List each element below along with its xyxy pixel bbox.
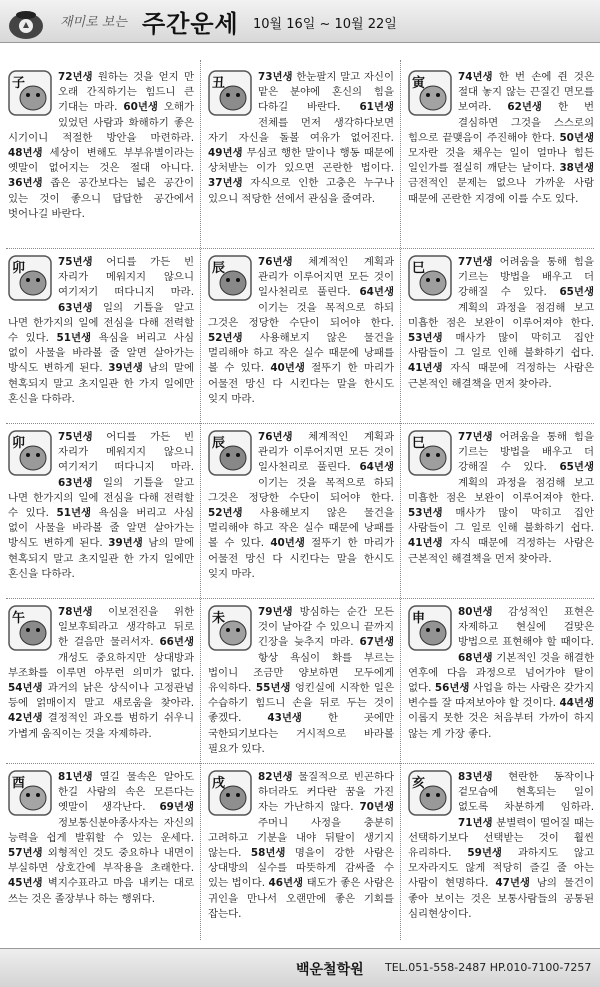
birth-year: 47년생 xyxy=(495,877,530,890)
birth-year: 57년생 xyxy=(8,847,43,860)
fortune-sentence: 자식 때문에 걱정하는 사람은 근본적인 해결책을 먼저 찾아라. xyxy=(408,362,594,390)
fortune-text xyxy=(408,770,594,922)
fortune-sentence: 좁은 공간보다는 넓은 공간이 있는 것이 좋으니 답답한 공간에서 벗어나길 바란다. xyxy=(8,177,194,220)
birth-year: 83년생 xyxy=(458,771,493,783)
fortune-sentence: 어려움을 통해 힘을 기르는 방법을 배우고 더 강해질 수 있다. xyxy=(458,256,594,299)
fortune-sentence: 세상이 변해도 부부유별이라는 옛말이 없어지는 것은 절대 아니다. xyxy=(8,147,194,175)
birth-year: 56년생 xyxy=(434,682,470,695)
fortune-text xyxy=(208,430,394,582)
birth-year: 61년생 xyxy=(359,101,394,114)
fortune-sentence: 오해가 있었던 사람과 화해하기 좋은 시기이니 적절한 방안을 마련하라. xyxy=(8,101,194,144)
zodiac-char-label: 卯 xyxy=(12,436,26,451)
header-bar xyxy=(0,0,600,43)
fortune-sentence: 매사가 많이 막히고 집안 사람들이 그 일로 인해 불화하기 쉽다. xyxy=(408,507,594,535)
zodiac-animal-icon xyxy=(208,770,252,816)
fortune-sentence: 현란한 동작이나 겉모습에 현혹되는 일이 없도록 차분하게 임하라. xyxy=(458,771,594,814)
fortune-sentence: 분별력이 떨어질 때는 선택하기보다 선택받는 것이 훨씬 유리하다. xyxy=(408,816,594,860)
row-divider xyxy=(6,763,594,764)
zodiac-char-label: 辰 xyxy=(212,436,226,451)
fortune-cell xyxy=(8,70,194,222)
fortune-cell xyxy=(208,770,394,922)
birth-year: 73년생 xyxy=(258,71,293,83)
zodiac-animal-icon xyxy=(408,255,452,301)
fortune-sentence: 이기는 것을 목적으로 하되 그것은 정당한 수단이 되어야 한다. xyxy=(208,301,394,329)
birth-year: 79년생 xyxy=(258,606,293,618)
birth-year: 39년생 xyxy=(108,537,143,550)
fortune-sentence: 주머니 사정을 충분히 고려하고 기분을 내야 뒤탈이 생기지 않는다. xyxy=(208,816,394,860)
fortune-sentence: 남의 말에 현혹되지 말고 초지일관 한 가지 일에만 혼신을 다하라. xyxy=(8,362,194,405)
column-divider xyxy=(400,60,401,940)
birth-year: 51년생 xyxy=(56,332,92,345)
zodiac-char-label: 丑 xyxy=(212,76,226,91)
fortune-sentence: 계획의 과정을 점검해 보고 미흡한 점은 보완이 이루어져야 한다. xyxy=(408,301,594,329)
fortune-sentence: 한눈팔지 말고 자신이 맡은 분야에 혼신의 힘을 다하길 바란다. xyxy=(258,71,394,114)
fortune-cell xyxy=(408,255,594,392)
fortune-sentence: 외형적인 것도 중요하나 내면이 부실하면 상호간에 부작용을 초래한다. xyxy=(8,847,194,875)
fortune-text xyxy=(208,255,394,407)
birth-year: 64년생 xyxy=(359,461,394,474)
zodiac-animal-icon xyxy=(208,430,252,476)
fortune-cell xyxy=(208,255,394,407)
fortune-cell xyxy=(408,770,594,922)
birth-year: 53년생 xyxy=(408,332,443,345)
birth-year: 63년생 xyxy=(58,476,93,489)
zodiac-char-label: 申 xyxy=(412,611,426,626)
birth-year: 58년생 xyxy=(250,847,286,860)
birth-year: 52년생 xyxy=(208,507,243,520)
fortune-text xyxy=(408,70,594,207)
fortune-sentence: 한 곳에만 국한되기보다는 거시적으로 바라볼 필요가 있다. xyxy=(208,712,394,755)
birth-year: 46년생 xyxy=(268,877,304,890)
zodiac-animal-icon xyxy=(408,605,452,651)
zodiac-animal-icon xyxy=(408,70,452,116)
birth-year: 51년생 xyxy=(56,507,92,520)
fortune-pot-icon xyxy=(4,2,48,42)
birth-year: 37년생 xyxy=(208,177,243,190)
fortune-sentence: 태도가 좋은 사람은 귀인을 만나서 오랜만에 좋은 기회를 잡는다. xyxy=(208,877,394,920)
fortune-sentence: 절뚜기 한 마리가 어물전 망신 다 시킨다는 말을 한시도 잊지 마라. xyxy=(208,362,394,405)
birth-year: 43년생 xyxy=(267,712,302,725)
fortune-sentence: 과거의 낡은 상식이나 고정관념 등에 얽매이지 말고 새로움을 찾아라. xyxy=(8,682,194,710)
fortune-sentence: 모자란 것을 채우는 일이 얼마나 힘든 일인가를 절실히 깨닫는 날이다. xyxy=(408,147,594,175)
fortune-sentence: 절뚜기 한 마리가 어물전 망신 다 시킨다는 말을 한시도 잊지 마라. xyxy=(208,537,394,580)
zodiac-char-label: 巳 xyxy=(412,261,426,276)
zodiac-char-label: 亥 xyxy=(412,776,426,791)
fortune-cell xyxy=(408,605,594,742)
fortune-cell xyxy=(408,70,594,207)
birth-year: 50년생 xyxy=(559,131,594,144)
fortune-text xyxy=(408,255,594,392)
fortune-sentence: 체계적인 계획과 관리가 이루어지면 모든 것이 일사천리로 풀린다. xyxy=(258,256,394,299)
zodiac-animal-icon xyxy=(8,70,52,116)
zodiac-animal-icon xyxy=(408,430,452,476)
row-divider xyxy=(6,598,594,599)
birth-year: 40년생 xyxy=(270,537,305,550)
zodiac-animal-icon xyxy=(8,770,52,816)
fortune-sentence: 무심코 행한 말이나 행동 때문에 상처받는 이가 있으면 곤란한 법이다. xyxy=(208,147,394,175)
fortune-sentence: 원하는 것을 얻지 만 오래 간직하기는 힘드니 큰 기대는 마라. xyxy=(58,71,194,114)
zodiac-animal-icon xyxy=(208,255,252,301)
fortune-cell xyxy=(8,605,194,742)
zodiac-char-label: 寅 xyxy=(412,76,426,91)
fortune-text xyxy=(208,605,394,757)
birth-year: 36년생 xyxy=(8,177,43,190)
fortune-cell xyxy=(208,70,394,207)
fortune-sentence: 방심하는 순간 모든 것이 날아갈 수 있으니 끝까지 긴장을 늦추지 마라. xyxy=(258,606,394,649)
birth-year: 41년생 xyxy=(408,537,443,550)
fortune-sentence: 열길 물속은 알아도 한길 사람의 속은 모른다는 옛말이 생각난다. xyxy=(58,771,194,814)
fortune-sentence: 엉킨실에 시작한 일은 수습하기 힘드니 손을 뒤로 두는 것이 좋겠다. xyxy=(208,682,394,725)
birth-year: 77년생 xyxy=(458,431,493,443)
birth-year: 71년생 xyxy=(458,816,493,829)
birth-year: 76년생 xyxy=(258,256,293,268)
fortune-sentence: 일의 기틀을 알고 나면 한가지의 일에 전심을 다해 전력할 수 있다. xyxy=(8,476,194,520)
zodiac-char-label: 未 xyxy=(212,611,226,626)
birth-year: 74년생 xyxy=(458,71,493,83)
fortune-sentence: 계획의 과정을 점검해 보고 미흡한 점은 보완이 이루어져야 한다. xyxy=(408,476,594,504)
fortune-sentence: 이롭지 못한 것은 처음부터 가까이 하지 않는 게 가장 좋다. xyxy=(408,712,594,740)
fortune-sentence: 물질적으로 빈곤하다 하더라도 커다란 꿈을 가진 자는 가난하지 않다. xyxy=(258,771,394,814)
birth-year: 63년생 xyxy=(58,301,93,314)
fortune-sentence: 사업을 하는 사람은 갖가지 변수를 잘 따져보아야 할 것이다. xyxy=(408,682,595,710)
fortune-text xyxy=(208,70,394,207)
fortune-sentence: 자식으로 인한 고충은 누구나 있으니 적당한 선에서 관심을 줄여라. xyxy=(208,177,394,205)
fortune-text xyxy=(8,70,194,222)
birth-year: 66년생 xyxy=(159,636,194,649)
birth-year: 49년생 xyxy=(208,147,243,160)
birth-year: 52년생 xyxy=(208,332,243,345)
birth-year: 53년생 xyxy=(408,507,443,520)
fortune-sentence: 금전적인 문제는 없으나 가까운 사람 때문에 곤란한 지경에 이를 수도 있다. xyxy=(408,177,594,205)
fortune-cell xyxy=(8,255,194,407)
fortune-cell xyxy=(8,770,194,907)
fortune-text xyxy=(8,255,194,407)
fortune-sentence: 사용해보지 않은 물건을 멀리해야 하고 작은 실수 때문에 낭패를 볼 수 있다. xyxy=(208,332,394,375)
fortune-sentence: 벽지수표라고 마음 내키는 대로 쓰는 것은 졸장부나 하는 행위다. xyxy=(8,877,194,905)
fortune-sentence: 어디를 가든 빈 자리가 메워지지 않으니 여기저기 떠다니지 마라. xyxy=(58,431,194,474)
fortune-text xyxy=(8,430,194,582)
contact-info: TEL.051-558-2487 HP.010-7100-7257 xyxy=(385,961,592,974)
fortune-sentence: 한 번 결심하면 그것을 스스로의 힘으로 끝맺음이 주진해야 한다. xyxy=(408,101,594,144)
birth-year: 76년생 xyxy=(258,431,293,443)
birth-year: 40년생 xyxy=(270,362,305,375)
fortune-sentence: 자식 때문에 걱정하는 사람은 근본적인 해결책을 먼저 찾아라. xyxy=(408,537,594,565)
fortune-sentence: 기본적인 것을 해결한 연후에 다음 과정으로 넘어가야 탈이 없다. xyxy=(408,651,594,695)
fortune-sentence: 남의 말에 현혹되지 말고 초지일관 한 가지 일에만 혼신을 다하라. xyxy=(8,537,194,580)
fortune-text xyxy=(408,605,594,742)
birth-year: 72년생 xyxy=(58,71,93,83)
fortune-sentence: 욕심을 버리고 사심 없이 사물을 바라볼 줄 알면 살아가는 방식도 변하게 된다. xyxy=(8,507,194,550)
zodiac-animal-icon xyxy=(8,605,52,651)
fortune-sentence: 어려움을 통해 힘을 기르는 방법을 배우고 더 강해질 수 있다. xyxy=(458,431,594,474)
birth-year: 48년생 xyxy=(8,147,43,160)
birth-year: 69년생 xyxy=(159,801,194,814)
zodiac-animal-icon xyxy=(8,430,52,476)
fortune-sentence: 일의 기틀을 알고 나면 한가지의 일에 전심을 다해 전력할 수 있다. xyxy=(8,301,194,345)
fortune-sentence: 이보전진을 위한 일보후퇴라고 생각하고 뒤로 한 걸음만 물러서자. xyxy=(58,606,194,649)
fortune-sentence: 한 번 손에 쥔 것은 절대 놓지 않는 끈질긴 면모를 보여라. xyxy=(458,71,594,114)
column-divider xyxy=(200,60,201,940)
fortune-sentence: 욕심을 버리고 사심 없이 사물을 바라볼 줄 알면 살아가는 방식도 변하게 된다. xyxy=(8,332,194,375)
birth-year: 55년생 xyxy=(255,682,291,695)
birth-year: 75년생 xyxy=(58,431,93,443)
fortune-text xyxy=(8,605,194,742)
date-range: 10월 16일 ~ 10월 22일 xyxy=(253,17,397,32)
fortune-sentence: 과하지도 않고 모자라지도 않게 적당히 즐길 줄 아는 사람이 현명하다. xyxy=(408,847,594,890)
zodiac-char-label: 辰 xyxy=(212,261,226,276)
birth-year: 82년생 xyxy=(258,771,293,783)
zodiac-char-label: 戌 xyxy=(212,776,226,791)
birth-year: 54년생 xyxy=(8,682,43,695)
fortune-cell xyxy=(408,430,594,567)
fortune-text xyxy=(8,770,194,907)
zodiac-animal-icon xyxy=(208,605,252,651)
row-divider xyxy=(6,248,594,249)
birth-year: 42년생 xyxy=(8,712,43,725)
birth-year: 38년생 xyxy=(559,162,594,175)
fortune-sentence: 매사가 많이 막히고 집안 사람들이 그 일로 인해 불화하기 쉽다. xyxy=(408,332,594,360)
fortune-sentence: 이기는 것을 목적으로 하되 그것은 정당한 수단이 되어야 한다. xyxy=(208,476,394,504)
birth-year: 64년생 xyxy=(359,286,394,299)
fortune-sentence: 어디를 가든 빈 자리가 메워지지 않으니 여기저기 떠다니지 마라. xyxy=(58,256,194,299)
birth-year: 70년생 xyxy=(359,801,394,814)
fortune-sentence: 사용해보지 않은 물건을 멀리해야 하고 작은 실수 때문에 낭패를 볼 수 있다. xyxy=(208,507,394,550)
birth-year: 62년생 xyxy=(507,101,542,114)
advertiser-name: 백운철학원 xyxy=(296,962,364,978)
birth-year: 59년생 xyxy=(467,847,502,860)
birth-year: 65년생 xyxy=(559,286,594,299)
birth-year: 41년생 xyxy=(408,362,443,375)
fortune-cell xyxy=(208,605,394,757)
fortune-sentence: 명을이 강한 사람은 상대방의 실수를 따뜻하게 감싸줄 수 있는 법이다. xyxy=(208,847,394,890)
fortune-sentence: 항상 욕심이 화를 부르는 법이니 조금만 양보하면 모두에게 유익하다. xyxy=(208,651,394,695)
page-title: 주간운세 xyxy=(142,10,239,38)
zodiac-char-label: 巳 xyxy=(412,436,426,451)
fortune-sentence: 개성도 중요하지만 상대방과 부조화를 이루면 아무런 의미가 없다. xyxy=(8,651,194,679)
fortune-cell xyxy=(208,430,394,582)
fortune-sentence: 전체를 먼저 생각하다보면 자기 자신을 돌볼 여유가 없어진다. xyxy=(208,116,394,144)
fortune-text xyxy=(408,430,594,567)
birth-year: 45년생 xyxy=(8,877,43,890)
fortune-text xyxy=(208,770,394,922)
birth-year: 39년생 xyxy=(108,362,143,375)
zodiac-animal-icon xyxy=(408,770,452,816)
zodiac-char-label: 午 xyxy=(12,611,26,626)
birth-year: 67년생 xyxy=(359,636,394,649)
birth-year: 68년생 xyxy=(458,651,493,664)
fortune-cell xyxy=(8,430,194,582)
fortune-sentence: 정보통신분야종사자는 자신의 능력을 쉽게 발휘할 수 있는 운세다. xyxy=(8,816,194,844)
fortune-sentence: 남의 물건이 좋아 보이는 것은 보통사람들의 공통된 심리현상이다. xyxy=(408,877,595,920)
zodiac-animal-icon xyxy=(8,255,52,301)
birth-year: 80년생 xyxy=(458,606,493,618)
fortune-sentence: 결정적인 과오를 범하기 쉬우니 가볍게 움직이는 것을 자제하라. xyxy=(8,712,194,740)
header-prefix: 재미로 보는 xyxy=(60,15,127,30)
birth-year: 75년생 xyxy=(58,256,93,268)
birth-year: 77년생 xyxy=(458,256,493,268)
row-divider xyxy=(6,423,594,424)
zodiac-char-label: 酉 xyxy=(12,776,26,791)
birth-year: 60년생 xyxy=(123,101,158,114)
birth-year: 81년생 xyxy=(58,771,93,783)
birth-year: 78년생 xyxy=(58,606,93,618)
birth-year: 44년생 xyxy=(559,697,594,710)
footer-bar xyxy=(0,948,600,987)
zodiac-char-label: 子 xyxy=(12,76,26,91)
birth-year: 65년생 xyxy=(559,461,594,474)
fortune-sentence: 감성적인 표현은 자제하고 현실에 걸맞은 방법으로 표현해야 할 때이다. xyxy=(458,606,594,649)
zodiac-char-label: 卯 xyxy=(12,261,26,276)
fortune-sentence: 체계적인 계획과 관리가 이루어지면 모든 것이 일사천리로 풀린다. xyxy=(258,431,394,474)
zodiac-animal-icon xyxy=(208,70,252,116)
